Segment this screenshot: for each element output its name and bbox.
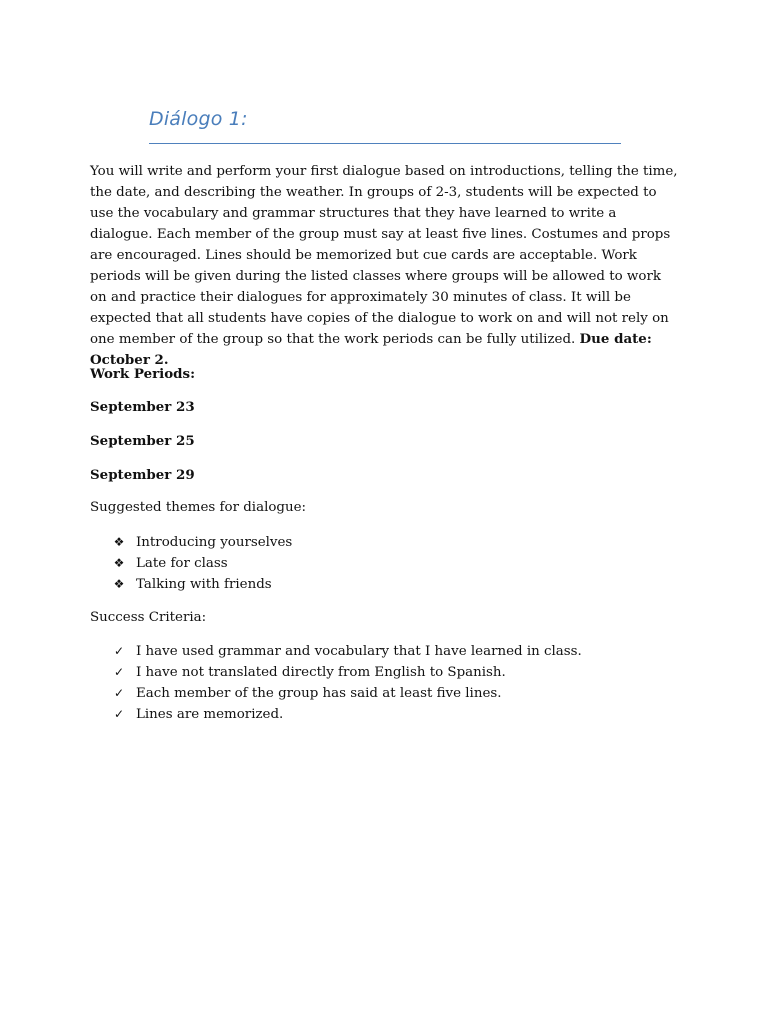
intro-paragraph: [90, 161, 680, 371]
checkmark-icon: ✓: [113, 665, 125, 679]
list-item: [112, 574, 292, 595]
diamond-bullet-icon: ❖: [113, 535, 125, 549]
list-item: [112, 683, 582, 704]
work-period-date: September 29: [90, 467, 195, 483]
theme-label: Talking with friends: [136, 577, 272, 592]
work-period-date: September 23: [90, 399, 195, 415]
criterion-label: Each member of the group has said at least five lines.: [136, 686, 502, 701]
themes-list: [112, 532, 292, 595]
diamond-bullet-icon: ❖: [113, 556, 125, 570]
title-underline: [149, 143, 621, 144]
checkmark-icon: ✓: [113, 707, 125, 721]
intro-text: You will write and perform your first dialogue based on introductions, telling the time, the date, and describing the weather. In groups of 2-3, students will be expected to use the vocabulary and grammar structures that they have learned to write a dialogue. Each member of the group must say at least five lines. Costumes and props are encouraged. Lines should be memorized but cue cards are acceptable. Work periods will be given during the listed classes where groups will be allowed to work on and practice their dialogues for approximately 30 minutes of class. It will be expected that all students have copies of the dialogue to work on and will not rely on one member of the group so that the work periods can be fully utilized.: [90, 164, 678, 347]
page-title: Diálogo 1:: [149, 108, 248, 130]
list-item: [112, 553, 292, 574]
list-item: [112, 704, 582, 725]
theme-label: Late for class: [136, 556, 228, 571]
work-periods-heading: Work Periods:: [90, 366, 196, 382]
criterion-label: Lines are memorized.: [136, 707, 284, 722]
diamond-bullet-icon: ❖: [113, 577, 125, 591]
themes-heading: Suggested themes for dialogue:: [90, 500, 307, 515]
theme-label: Introducing yourselves: [136, 535, 293, 550]
list-item: [112, 641, 582, 662]
criterion-label: I have not translated directly from English to Spanish.: [136, 665, 506, 680]
criteria-heading: Success Criteria:: [90, 610, 207, 625]
work-period-date: September 25: [90, 433, 195, 449]
criteria-list: [112, 641, 582, 725]
list-item: [112, 532, 292, 553]
due-date: Due date: October 2.: [90, 331, 652, 368]
checkmark-icon: ✓: [113, 686, 125, 700]
criterion-label: I have used grammar and vocabulary that I have learned in class.: [136, 644, 582, 659]
checkmark-icon: ✓: [113, 644, 125, 658]
list-item: [112, 662, 582, 683]
